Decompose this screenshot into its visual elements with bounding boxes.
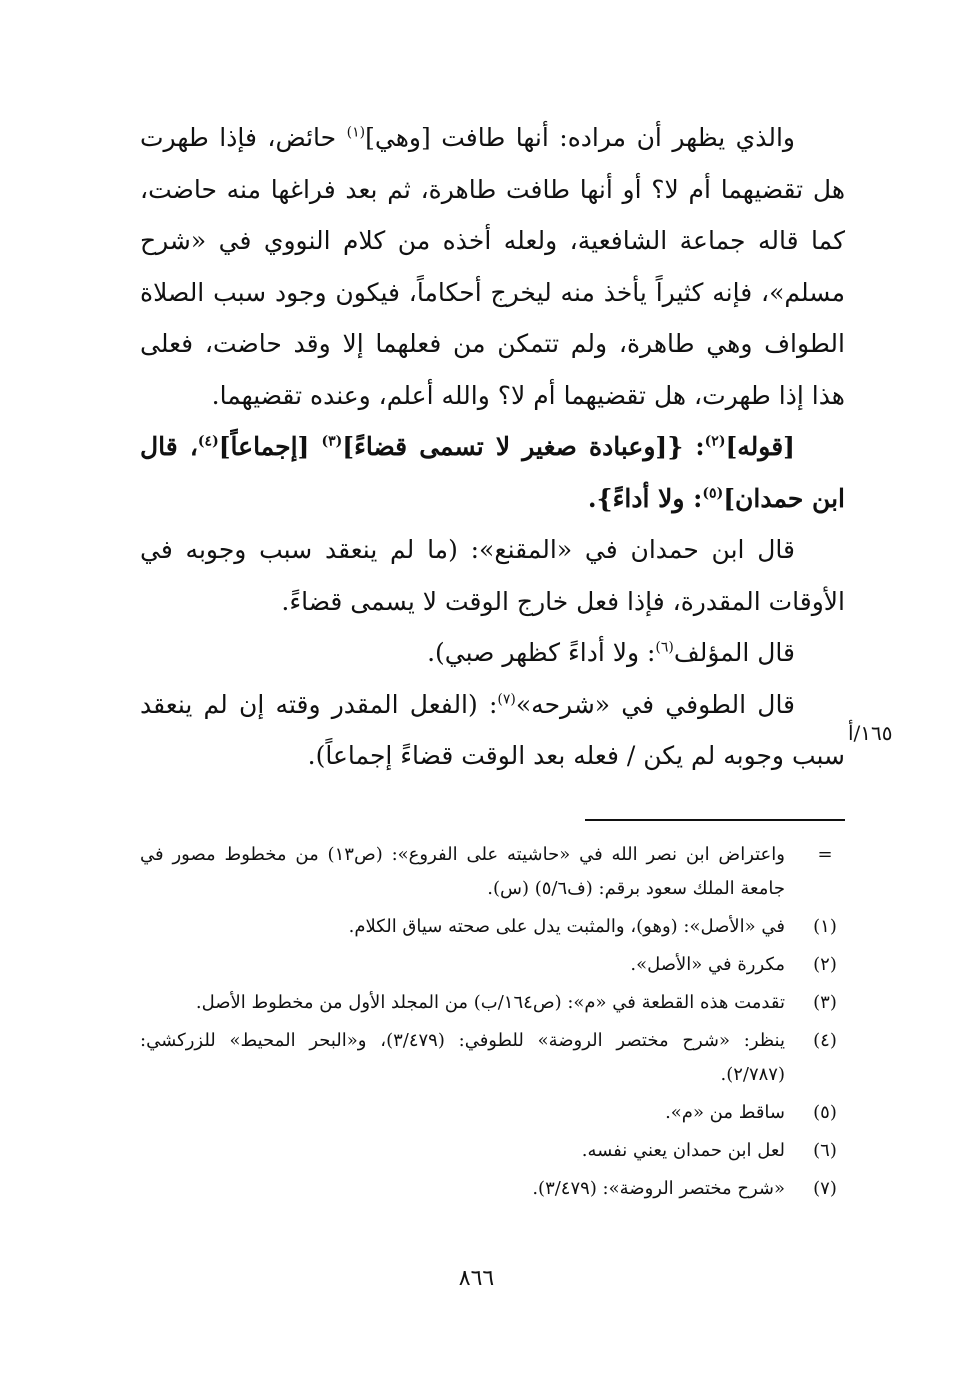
footnote-3 xyxy=(140,986,845,1020)
footnote-text: واعتراض ابن نصر الله في «حاشيته على الفروع»: (ص١٣) من مخطوط مصور في جامعة الملك سعود برقم: (ف٥/٦) (س). xyxy=(140,844,785,899)
footnote-7 xyxy=(140,1172,845,1206)
footnote-1 xyxy=(140,910,845,944)
footnote-ref-2: (٢) xyxy=(704,433,726,450)
footnotes xyxy=(140,838,845,1210)
footnote-number: (٦) xyxy=(813,1140,837,1161)
footnote-number: (٥) xyxy=(813,1102,837,1123)
footnote-number: (٣) xyxy=(813,992,837,1013)
footnote-6 xyxy=(140,1134,845,1168)
paragraph-3: قال ابن حمدان في «المقنع»: (ما لم ينعقد سبب وجوبه في الأوقات المقدرة، فإذا فعل خارج الوقت لا يسمى قضاءً. xyxy=(140,535,845,616)
footnote-number: (٤) xyxy=(813,1030,837,1051)
paragraph-2-part-c: [إجماعاً] xyxy=(218,432,322,461)
paragraph-2 xyxy=(140,421,845,524)
footnote-text: ينظر: «شرح مختصر الروضة» للطوفي: (٣/٤٧٩)، و«البحر المحيط» للزركشي: (٢/٧٨٧). xyxy=(140,1030,785,1085)
paragraph-4 xyxy=(140,627,845,679)
paragraph-4-part-a: قال المؤلف xyxy=(673,638,795,667)
footnote-number: (٢) xyxy=(813,954,837,975)
page-number: ٨٦٦ xyxy=(458,1266,495,1291)
footnote-text: تقدمت هذه القطعة في «م»: (ص١٦٤/ب) من المجلد الأول من مخطوط الأصل. xyxy=(195,992,785,1013)
footnote-ref-7: (٧) xyxy=(497,691,516,708)
main-text xyxy=(140,112,845,782)
manuscript-folio-note: ١٦٥/أ xyxy=(848,721,893,745)
footnote-text: مكررة في «الأصل». xyxy=(630,954,785,975)
footnote-text: لعل ابن حمدان يعني نفسه. xyxy=(581,1140,785,1161)
paragraph-2-part-b: : {[وعبادة صغير لا تسمى قضاءً] xyxy=(342,432,705,461)
footnote-text: «شرح مختصر الروضة»: (٣/٤٧٩). xyxy=(532,1178,785,1199)
paragraph-5 xyxy=(140,679,845,782)
footnote-ref-4: (٤) xyxy=(197,433,219,450)
footnote-ref-5: (٥) xyxy=(702,485,724,502)
paragraph-5-part-b: : (الفعل المقدر وقته إن لم ينعقد سبب وجوبه لم يكن / فعله بعد الوقت قضاءً إجماعاً). xyxy=(140,689,845,770)
footnote-4 xyxy=(140,1024,845,1092)
footnote-number: (٧) xyxy=(813,1178,837,1199)
paragraph-2-part-d: ، قال ابن حمدان] xyxy=(140,432,845,513)
footnote-text: ساقط من «م». xyxy=(665,1102,785,1123)
footnote-ref-3: (٣) xyxy=(321,433,343,450)
footnote-5 xyxy=(140,1096,845,1130)
footnote-separator xyxy=(585,819,845,821)
footnote-continued xyxy=(140,838,845,906)
paragraph-2-part-e: : ولا أداءً}. xyxy=(587,483,703,513)
paragraph-1 xyxy=(140,112,845,421)
paragraph-5-part-a: قال الطوفي في «شرحه» xyxy=(515,689,796,719)
paragraph-1-text-rest: حائض، فإذا طهرت هل تقضيهما أم لا؟ أو أنها طافت طاهرة، ثم بعد فراغها منه حاضت، كما قاله جماعة الشافعية، ولعله أخذه من كلام النووي في «شرح مسلم»، فإنه كثيراً يأخذ منه ليخرج أحكاماً، فيكون وجود سبب الصلاة الطواف وهي طاهرة، ولم تتمكن من فعلهما إلا وقد حاضت، فعلى هذا إذا طهرت، هل تقضيهما أم لا؟ والله أعلم، وعنده تقضيهما. xyxy=(140,123,845,410)
paragraph-2-part-a: [قوله] xyxy=(725,432,795,461)
footnote-text: في «الأصل»: (وهو)، والمثبت يدل على صحته سياق الكلام. xyxy=(348,916,785,937)
paragraph-1-text: والذي يظهر أن مراده: أنها طافت [وهي] xyxy=(365,123,795,152)
footnote-number: (١) xyxy=(813,916,837,937)
footnote-number: = xyxy=(817,844,833,865)
footnote-ref-6: (٦) xyxy=(655,639,674,656)
footnote-2 xyxy=(140,948,845,982)
footnote-ref-1: (١) xyxy=(346,124,366,141)
paragraph-4-part-b: : ولا أداءً كظهر صبي). xyxy=(427,638,656,667)
